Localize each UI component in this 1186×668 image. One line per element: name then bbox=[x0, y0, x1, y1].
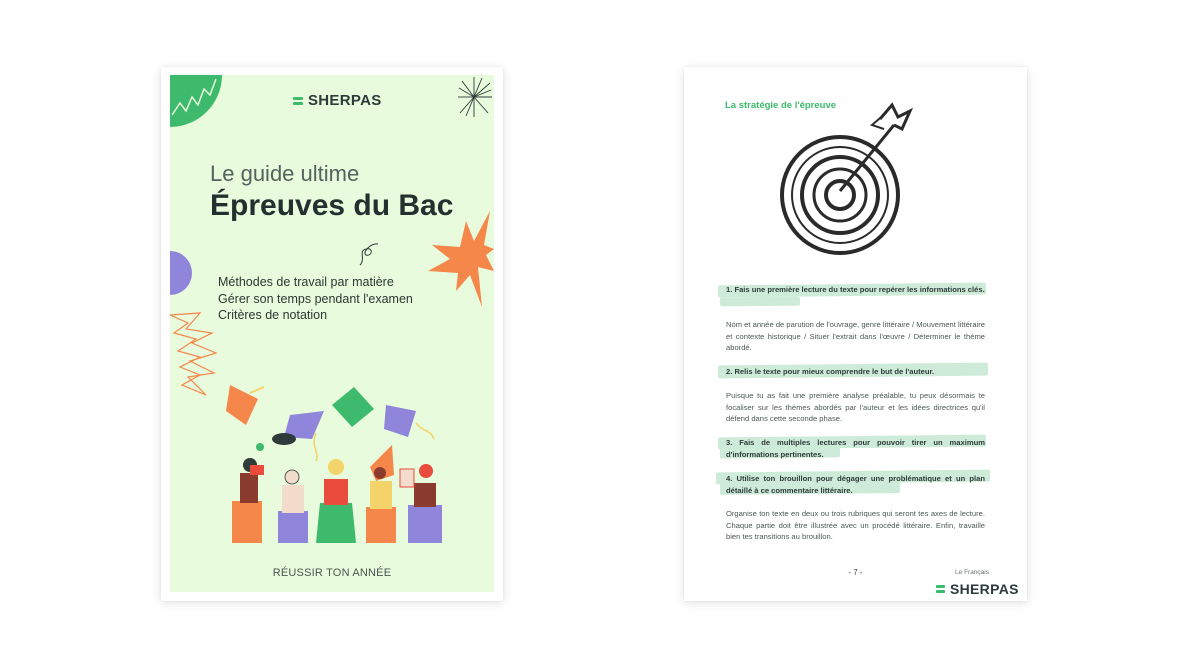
step-4-body: Organise ton texte en deux ou trois rubriques qui seront tes axes de lecture. Chaque partie doit être illustrée avec un procédé littéraire. Enfin, travaille bien tes transitions au brouillon. bbox=[726, 509, 985, 541]
cover-title: Épreuves du Bac bbox=[210, 189, 454, 222]
step-4-title: 4. Utilise ton brouillon pour dégager une problématique et un plan détaillé à ce commentaire littéraire. bbox=[726, 474, 985, 495]
cover-feature-item: Gérer son temps pendant l'examen bbox=[218, 291, 413, 306]
sherpas-logo bbox=[293, 92, 382, 109]
graduation-caps-illustration bbox=[220, 381, 450, 543]
orange-zigzag-outline-decoration bbox=[170, 303, 222, 399]
subject-label: Le Français bbox=[955, 569, 989, 576]
cover-footer-tagline: RÉUSSIR TON ANNÉE bbox=[272, 567, 392, 579]
guide-inside-page[interactable] bbox=[684, 67, 1027, 601]
green-quarter-circle-decoration bbox=[170, 75, 230, 135]
orange-star-decoration bbox=[426, 211, 494, 311]
squiggle-decoration bbox=[356, 241, 382, 269]
cover-background bbox=[170, 75, 494, 592]
step-2-title: 2. Relis le texte pour mieux comprendre le but de l'auteur. bbox=[726, 367, 935, 376]
starburst-lines-decoration bbox=[456, 75, 494, 119]
step-1-body: Nom et année de parution de l'ouvrage, genre littéraire / Mouvement littéraire et contexte historique / Situer l'extrait dans l'œuvre / Déterminer le thème abordé. bbox=[726, 320, 985, 352]
purple-half-circle-decoration bbox=[170, 251, 194, 295]
cover-subtitle: Le guide ultime bbox=[210, 161, 360, 186]
cover-feature-list bbox=[218, 274, 413, 324]
page-number: - 7 - bbox=[848, 568, 863, 577]
step-2-body: Puisque tu as fait une première analyse préalable, tu peux désormais te focaliser sur les thèmes abordés par l'auteur et les idées directrices qu'il défend dans cette seconde phase. bbox=[726, 391, 985, 423]
cover-brand-name: SHERPAS bbox=[308, 92, 382, 109]
sherpas-logo-icon bbox=[936, 583, 945, 595]
step-1-title: 1. Fais une première lecture du texte pour repérer les informations clés. bbox=[726, 285, 985, 294]
target-arrow-icon bbox=[776, 99, 918, 259]
cover-feature-item: Critères de notation bbox=[218, 308, 328, 322]
inner-brand-name: SHERPAS bbox=[950, 581, 1019, 597]
sherpas-logo-icon bbox=[293, 95, 303, 107]
sherpas-logo bbox=[936, 581, 1019, 597]
step-1-highlight bbox=[720, 297, 800, 307]
step-3-title: 3. Fais de multiples lectures pour pouvoir tirer un maximum d'informations pertinentes. bbox=[726, 438, 985, 459]
cover-feature-item: Méthodes de travail par matière bbox=[218, 275, 394, 289]
section-title: La stratégie de l'épreuve bbox=[725, 100, 837, 111]
guide-cover-page[interactable] bbox=[161, 67, 503, 601]
